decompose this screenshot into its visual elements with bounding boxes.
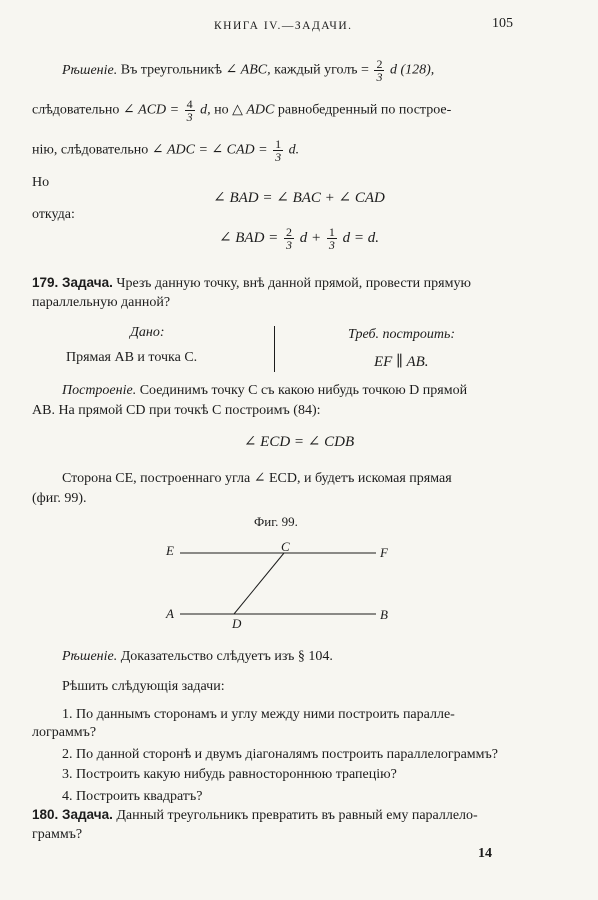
exercise-3: 3. Построить какую нибудь равностороннюю трапецію?: [62, 767, 397, 782]
running-title: КНИГА IV.—ЗАДАЧИ.: [214, 20, 353, 32]
given-title: Дано:: [130, 325, 165, 340]
construction-equation: ∠ ECD = ∠ CDB: [243, 434, 355, 450]
problem-179-label: 179. Задача.: [32, 275, 113, 290]
construction-intro: Построеніе.: [62, 383, 137, 398]
page-number: 105: [492, 16, 513, 31]
problem-180-label: 180. Задача.: [32, 807, 113, 822]
line-cd: [234, 553, 284, 614]
solution-intro: Рѣшеніе.: [62, 62, 118, 78]
fraction-4-3: $\frac{4}{3}$: [186, 97, 193, 124]
side-line2: (фиг. 99).: [32, 491, 87, 506]
solution-179: Рѣшеніе. Доказательство слѣдуетъ изъ § 104.: [62, 649, 333, 664]
whence-word: откуда:: [32, 207, 75, 222]
problem-180-line2: граммъ?: [32, 827, 83, 842]
solution-paragraph-line1: Рѣшеніе. Въ треугольникѣ ∠ ABC, каждый уголъ = $\frac{2}{3}$ d (128),: [62, 57, 435, 84]
equation-bad-result: ∠ BAD = $\frac{2}{3}$ d + $\frac{1}{3}$ d = d.: [218, 225, 380, 252]
fraction-2-3: $\frac{2}{3}$: [376, 57, 383, 84]
signature-mark: 14: [478, 846, 492, 861]
problem-179-line2: параллельную данной?: [32, 295, 171, 310]
exercises-title: Рѣшить слѣдующія задачи:: [62, 679, 225, 694]
problem-179-line1: 179. Задача. Чрезъ данную точку, внѣ данной прямой, провести прямую: [32, 275, 471, 291]
solution-paragraph-line3: нію, слѣдовательно ∠ ADC = ∠ CAD = $\frac{1}{3}$ d.: [32, 137, 300, 164]
point-b-label: B: [380, 607, 388, 622]
but-word: Но: [32, 175, 50, 190]
point-f-label: F: [380, 545, 388, 560]
fraction-1-3: $\frac{1}{3}$: [275, 137, 282, 164]
exercise-4: 4. Построить квадратъ?: [62, 789, 203, 804]
figure-caption: Фиг. 99.: [254, 514, 298, 529]
construction-line1: Построеніе. Соединимъ точку C съ какою нибудь точкою D прямой: [62, 383, 468, 398]
given-text: Прямая AB и точка C.: [66, 350, 198, 365]
exercise-2: 2. По данной сторонѣ и двумъ діагоналямъ построить параллелограммъ?: [62, 747, 498, 762]
required-title: Треб. построить:: [348, 327, 455, 342]
required-text: EF ∥ AB.: [374, 354, 429, 370]
exercise-1-line1: 1. По даннымъ сторонамъ и углу между ними построить паралле-: [62, 707, 455, 722]
problem-180-line1: 180. Задача. Данный треугольникъ превратить въ равный ему параллело-: [32, 807, 478, 823]
point-a-label: A: [166, 606, 174, 621]
point-d-label: D: [232, 616, 242, 631]
point-c-label: C: [281, 539, 290, 554]
side-line1: Сторона CE, построеннаго угла ∠ ECD, и будетъ искомая прямая: [62, 471, 452, 486]
point-e-label: E: [166, 543, 174, 558]
solution-179-intro: Рѣшеніе.: [62, 649, 118, 664]
solution-paragraph-line2: слѣдовательно ∠ ACD = $\frac{4}{3}$ d, но △ ADC равнобедренный по построе-: [32, 97, 452, 124]
construction-line2: AB. На прямой CD при точкѣ C построимъ (84):: [32, 403, 321, 418]
equation-bad-sum: ∠ BAD = ∠ BAC + ∠ CAD: [213, 190, 385, 206]
exercise-1-line2: лограммъ?: [32, 725, 97, 740]
